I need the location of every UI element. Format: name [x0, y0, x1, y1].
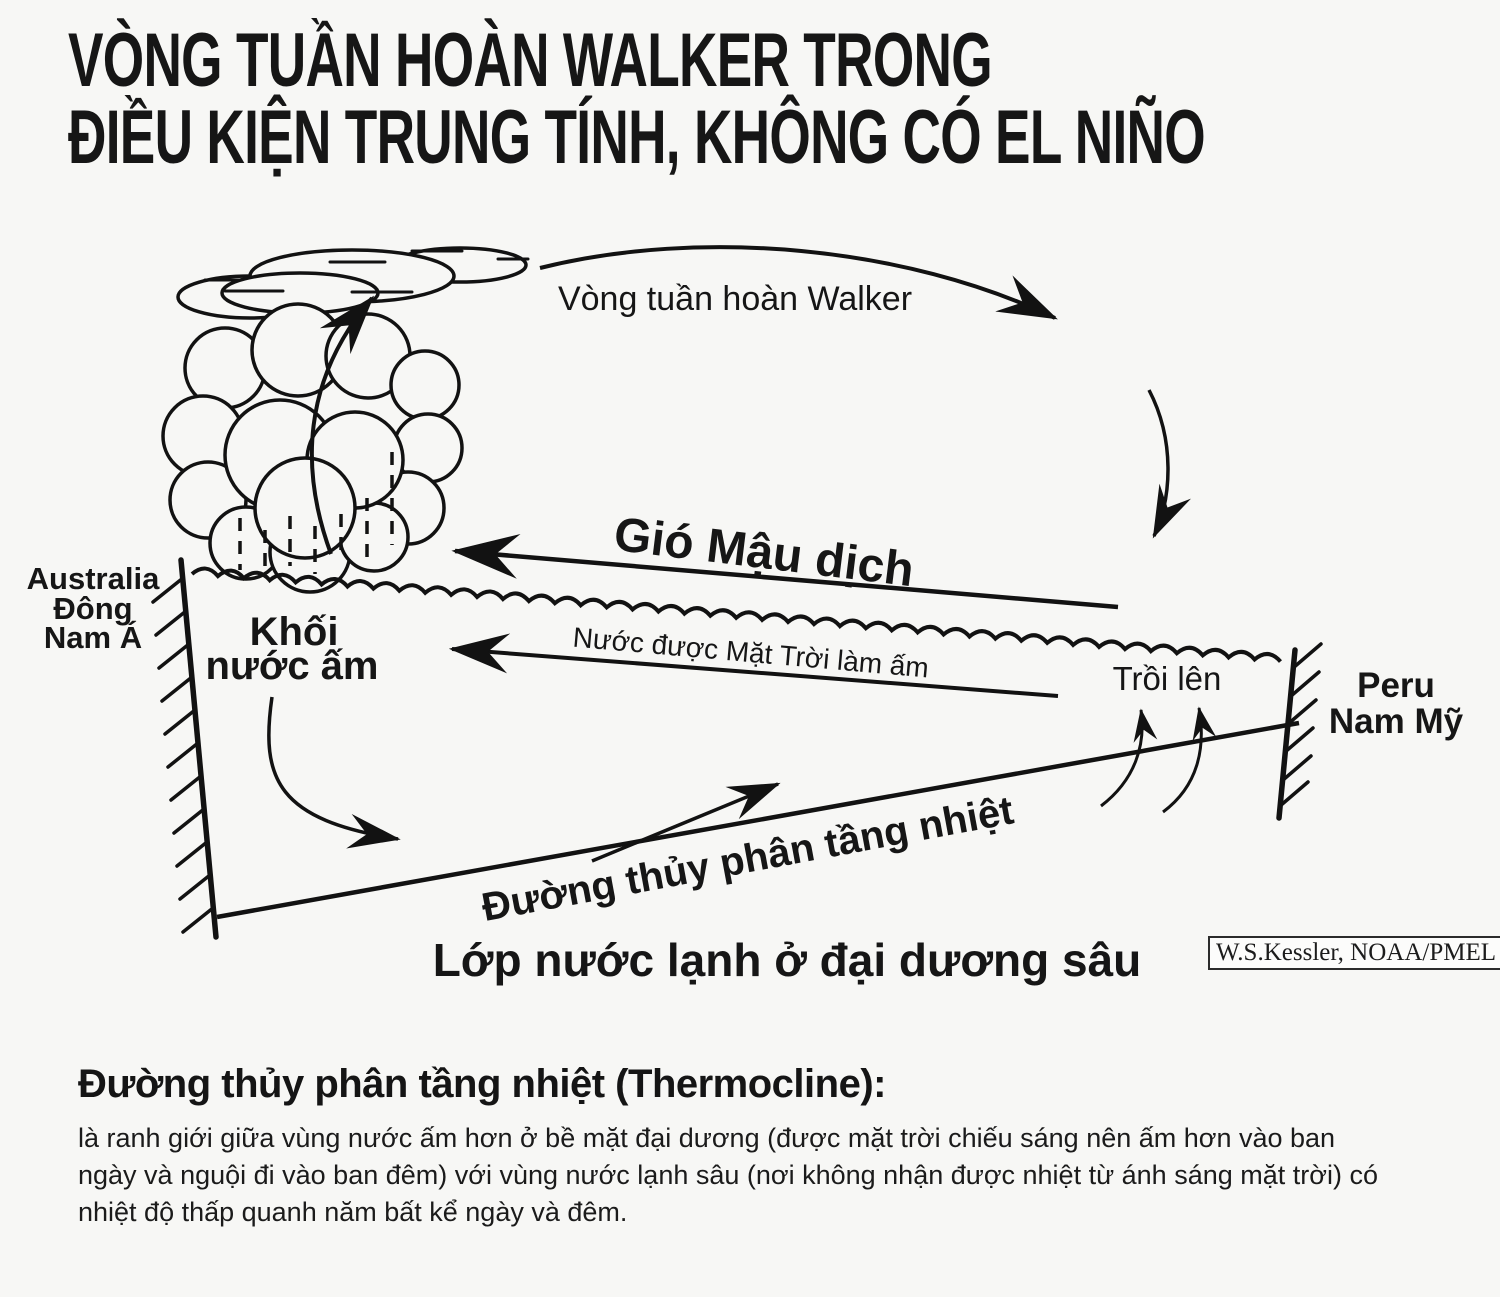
- australia-label-line2: Đông: [53, 591, 133, 626]
- upwelling-label: Trồi lên: [1112, 660, 1222, 697]
- left-coastline: [153, 560, 216, 937]
- trade-winds-label: Gió Mậu dịch: [611, 507, 917, 598]
- walker-loop-label: Vòng tuần hoàn Walker: [557, 280, 913, 318]
- page-title-line2: [68, 95, 1500, 180]
- descending-arc-arrow: [1149, 390, 1168, 536]
- warm-pool-label-line1: Khối: [249, 610, 339, 654]
- footnote-body: là ranh giới giữa vùng nước ấm hơn ở bề mặt đại dương (được mặt trời chiếu sáng nên ấm hơn vào ban ngày và nguội đi vào ban đêm) với vùng nước lạnh sâu (nơi không nhận được nhiệt từ ánh sáng mặt trời) có nhiệt độ thấp quanh năm bất kể ngày và đêm.: [78, 1123, 1378, 1227]
- credit-badge: W.S.Kessler, NOAA/PMEL: [1208, 936, 1500, 970]
- footnote-heading: Đường thủy phân tầng nhiệt (Thermocline):: [78, 1062, 886, 1106]
- australia-label-line1: Australia: [26, 561, 160, 596]
- australia-label-line3: Nam Á: [43, 620, 143, 655]
- peru-label-line2: Nam Mỹ: [1328, 702, 1464, 741]
- left-coast-hatching: [153, 578, 213, 932]
- australia-label: [27, 561, 160, 655]
- warm-pool-label: [205, 610, 378, 688]
- cloud-illustration: [163, 248, 528, 592]
- right-coastline: [1279, 644, 1321, 818]
- peru-label-line1: Peru: [1357, 666, 1435, 705]
- warm-pool-label-line2: nước ấm: [205, 644, 379, 688]
- page-title: [68, 18, 1500, 180]
- sun-warmed-label: Nước được Mặt Trời làm ấm: [571, 621, 931, 684]
- thermocline-line: [217, 723, 1299, 917]
- peru-label: [1329, 666, 1464, 741]
- page-title-line1: [68, 18, 1500, 103]
- thermocline-label: Đường thủy phân tầng nhiệt: [478, 788, 1017, 931]
- cold-layer-label: Lớp nước lạnh ở đại dương sâu: [432, 934, 1142, 986]
- page-title-line2-text: ĐIỀU KIỆN TRUNG TÍNH, KHÔNG CÓ EL NIÑO: [68, 95, 1205, 180]
- upwelling-arrow-2: [1163, 708, 1201, 812]
- page-title-line1-text: VÒNG TUẦN HOÀN WALKER TRONG: [68, 18, 992, 103]
- warm-pool-arrow: [269, 697, 398, 839]
